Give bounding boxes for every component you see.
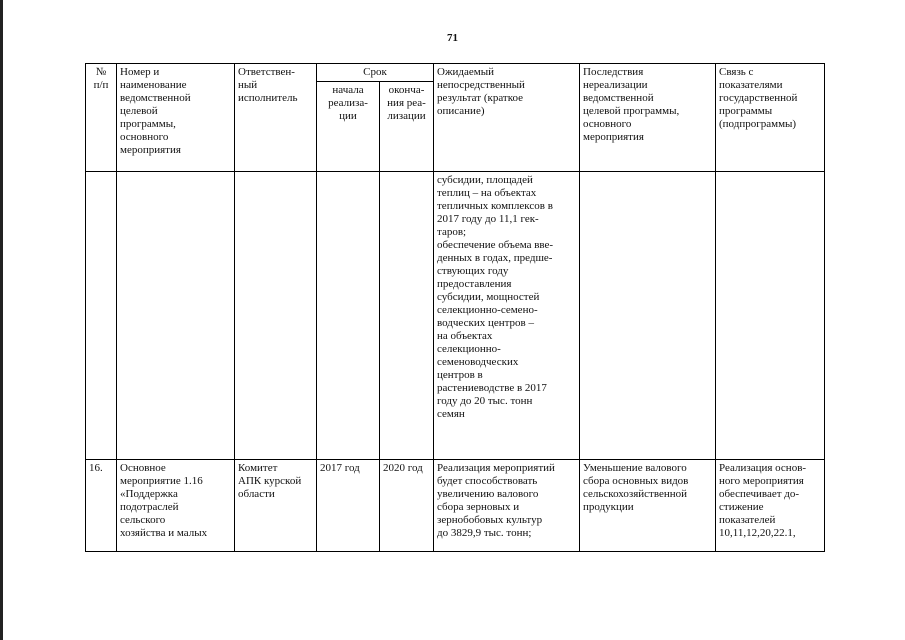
cell-expected: Реализация мероприятий будет способствовать увеличению валового сбора зерновых и зернобобовых культур до 3829,9 тыс. тонн; xyxy=(434,460,580,552)
cell-link xyxy=(716,172,825,460)
header-responsible: Ответствен- ный исполнитель xyxy=(235,64,317,172)
header-consequences: Последствия нереализации ведомственной целевой программы, основного мероприятия xyxy=(580,64,716,172)
cell-responsible xyxy=(235,172,317,460)
header-term-end: оконча- ния реа- лизации xyxy=(380,82,434,172)
cell-responsible: Комитет АПК курской области xyxy=(235,460,317,552)
header-term: Срок xyxy=(317,64,434,82)
cell-expected: субсидии, площадей теплиц – на объектах тепличных комплексов в 2017 году до 11,1 гек- таров; обеспечение объема вве- денных в годах, предше- ствующих году предоставления субсидии, мощностей селекционно-семено- водческих центров – на объектах селекционно- семеноводческих центров в растениеводстве в 2017 году до 20 тыс. тонн семян xyxy=(434,172,580,460)
cell-start xyxy=(317,172,380,460)
cell-consequences: Уменьшение валового сбора основных видов сельскохозяйственной продукции xyxy=(580,460,716,552)
program-table xyxy=(85,63,825,552)
header-num: № п/п xyxy=(86,64,117,172)
cell-num xyxy=(86,172,117,460)
header-name: Номер и наименование ведомственной целевой программы, основного мероприятия xyxy=(117,64,235,172)
header-expected: Ожидаемый непосредственный результат (краткое описание) xyxy=(434,64,580,172)
header-term-start: начала реализа- ции xyxy=(317,82,380,172)
table-row xyxy=(86,172,825,460)
cell-name xyxy=(117,172,235,460)
page-left-edge xyxy=(0,0,3,640)
cell-consequences xyxy=(580,172,716,460)
cell-end xyxy=(380,172,434,460)
cell-start: 2017 год xyxy=(317,460,380,552)
header-link: Связь с показателями государственной программы (подпрограммы) xyxy=(716,64,825,172)
cell-num: 16. xyxy=(86,460,117,552)
cell-link: Реализация основ- ного мероприятия обеспечивает до- стижение показателей 10,11,12,20,22.1, xyxy=(716,460,825,552)
page-number: 71 xyxy=(447,32,458,44)
cell-end: 2020 год xyxy=(380,460,434,552)
cell-name: Основное мероприятие 1.16 «Поддержка подотраслей сельского хозяйства и малых xyxy=(117,460,235,552)
table-header-row xyxy=(86,64,825,82)
table-row xyxy=(86,460,825,552)
